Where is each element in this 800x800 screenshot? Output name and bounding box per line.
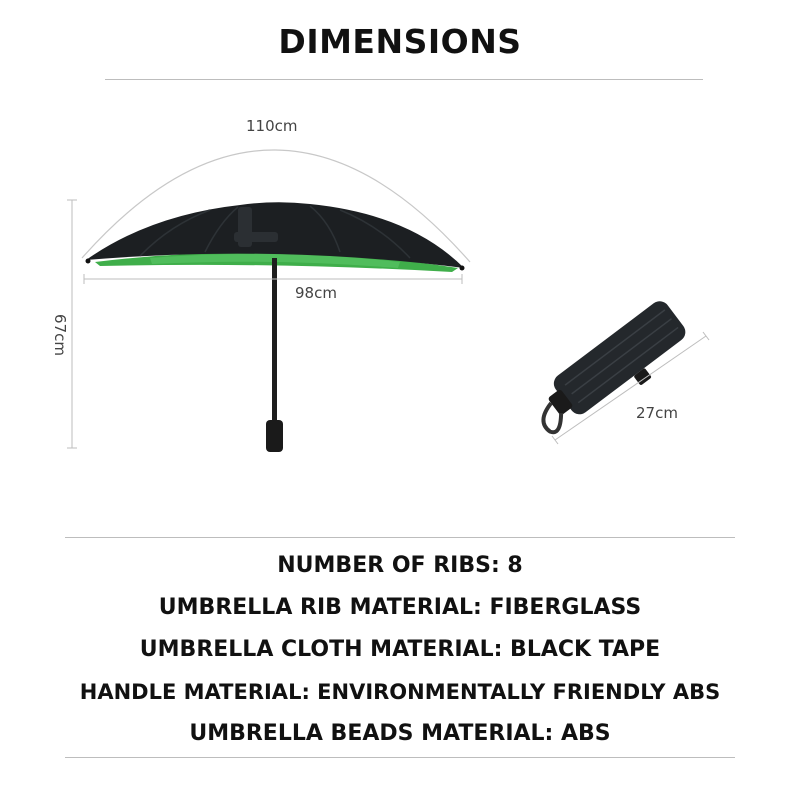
arc-length-label: 110cm: [246, 117, 298, 135]
umbrella-illustration: [0, 90, 800, 530]
height-label: 67cm: [50, 314, 69, 356]
spec-beads-material: UMBRELLA BEADS MATERIAL: ABS: [189, 721, 611, 746]
spec-ribs: NUMBER OF RIBS: 8: [277, 553, 523, 578]
open-umbrella-icon: [86, 202, 465, 452]
specs-list: [0, 545, 800, 755]
diameter-label: 98cm: [295, 284, 337, 302]
page-title: DIMENSIONS: [278, 22, 522, 61]
spec-handle-material: HANDLE MATERIAL: ENVIRONMENTALLY FRIENDLY ABS: [79, 680, 721, 704]
folded-umbrella-icon: [525, 297, 696, 446]
title-divider: [105, 79, 703, 80]
specs-divider-bottom: [65, 757, 735, 758]
folded-length-label: 27cm: [636, 404, 678, 422]
spec-cloth-material: UMBRELLA CLOTH MATERIAL: BLACK TAPE: [139, 637, 661, 662]
spec-rib-material: UMBRELLA RIB MATERIAL: FIBERGLASS: [158, 595, 642, 620]
specs-divider-top: [65, 537, 735, 538]
